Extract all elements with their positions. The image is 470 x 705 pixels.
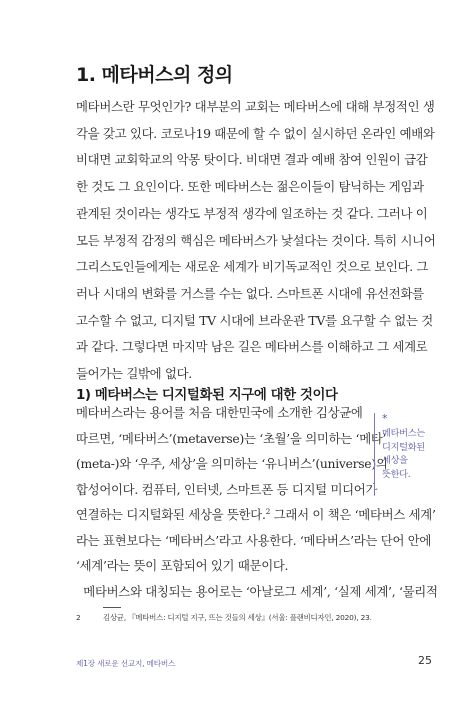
- text-line: 고수할 수 없고, 디지털 TV 시대에 브라운관 TV를 요구할 수 없는 것: [76, 312, 433, 328]
- footnote-text: 김상균, 『메타버스: 디지털 지구, 뜨는 것들의 세상』(서울: 플랜비디자인, 2020), 23.: [103, 613, 372, 622]
- text-line: (meta-)와 ‘우주, 세상’을 의미하는 ‘유니버스’(universe)의: [76, 456, 388, 472]
- running-footer-title: 제1장 새로운 선교지, 메타버스: [76, 659, 176, 668]
- text-segment: 연결하는 디지털화된 세상을 뜻한다.: [76, 507, 266, 522]
- section-heading: 1) 메타버스는 디지털화된 지구에 대한 것이다: [76, 388, 338, 403]
- footnote-divider: [103, 607, 121, 608]
- asterisk-icon: *: [382, 412, 388, 425]
- footnote-reference[interactable]: 2: [265, 506, 271, 516]
- text-line: ‘세계’라는 뜻이 포함되어 있기 때문이다.: [76, 558, 289, 574]
- text-line: 들어가는 길밖에 없다.: [76, 366, 192, 382]
- text-line: 한 것도 그 요인이다. 또한 메타버스는 젊은이들이 탐닉하는 게임과: [76, 179, 424, 195]
- text-segment: 그래서 이 책은 ‘메타버스 세계’: [270, 507, 436, 522]
- text-line: 각을 갖고 있다. 코로나19 때문에 할 수 없이 실시하던 온라인 예배와: [76, 125, 435, 141]
- text-line: 메타버스란 무엇인가? 대부분의 교회는 메타버스에 대해 부정적인 생: [76, 99, 435, 114]
- footnote-number: 2: [76, 613, 81, 622]
- text-line: 관계된 것이라는 생각도 부정적 생각에 일조하는 것 같다. 그러나 이: [76, 205, 428, 221]
- text-line: 비대면 교회학교의 악몽 탓이다. 비대면 결과 예배 참여 인원이 급감: [76, 152, 428, 168]
- text-line: 합성어이다. 컴퓨터, 인터넷, 스마트폰 등 디지털 미디어가: [76, 481, 378, 497]
- text-line: 라는 표현보다는 ‘메타버스’라고 사용한다. ‘메타버스’라는 단어 안에: [76, 532, 432, 548]
- sidenote-line: 세상을: [382, 455, 408, 466]
- text-line: 그리스도인들에게는 새로운 세계가 비기독교적인 것으로 보인다. 그: [76, 259, 429, 275]
- sidenote-line: 뜻한다.: [382, 468, 411, 480]
- page-number: 25: [418, 654, 432, 667]
- footnote: [76, 612, 372, 623]
- text-line: [76, 502, 436, 528]
- text-line: 따르면, ‘메타버스’(metaverse)는 ‘초월’을 의미하는 ‘메타’: [76, 430, 387, 446]
- text-line: 과 같다. 그렇다면 마지막 남은 길은 메타버스를 이해하고 그 세계로: [76, 339, 428, 355]
- body-paragraph-1: [76, 94, 436, 388]
- sidenote-line: 디지털화된: [382, 441, 425, 453]
- text-line: 모든 부정적 감정의 핵심은 메타버스가 낯설다는 것이다. 특히 시니어: [76, 232, 436, 248]
- body-paragraph-3: [76, 502, 438, 604]
- body-paragraph-2: [76, 400, 388, 502]
- sidenote: [374, 413, 432, 494]
- chapter-title: 1. 메타버스의 정의: [76, 64, 233, 86]
- text-line: 러나 시대의 변화를 거스를 수는 없다. 스마트폰 시대에 유선전화를: [76, 285, 424, 301]
- text-line: 메타버스와 대칭되는 용어로는 ‘아날로그 세계’, ‘실제 세계’, ‘물리적: [76, 583, 438, 599]
- sidenote-line: 메타버스는: [382, 428, 425, 439]
- text-line: 메타버스라는 용어를 처음 대한민국에 소개한 김상균에: [76, 405, 363, 420]
